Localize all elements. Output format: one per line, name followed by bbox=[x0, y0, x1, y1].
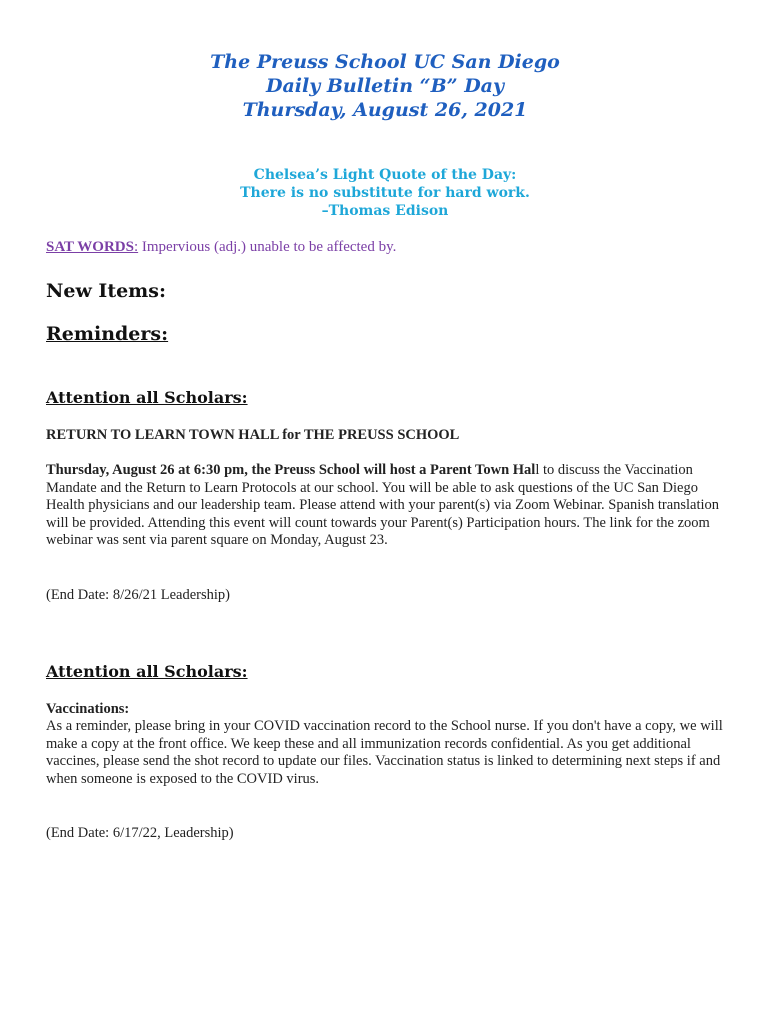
sat-words bbox=[46, 238, 396, 256]
sat-words-label: SAT WORDS bbox=[46, 239, 134, 255]
new-items-heading: New Items: bbox=[46, 280, 166, 302]
quote-author: –Thomas Edison bbox=[321, 203, 449, 219]
item1-body bbox=[46, 462, 736, 550]
quote-title: Chelsea’s Light Quote of the Day: bbox=[253, 167, 517, 183]
item2-body: As a reminder, please bring in your COVID vaccination record to the School nurse. If you don't have a copy, we will make a copy at the front office. We keep these and all immunization records confidential. As you get additional vaccines, please send the shot record to update our files. Vaccination status is linked to determining next steps if and when someone is exposed to the COVID virus. bbox=[46, 718, 723, 787]
sat-words-definition: Impervious (adj.) unable to be affected by. bbox=[138, 239, 397, 255]
school-name: The Preuss School UC San Diego bbox=[210, 51, 560, 73]
item2-end-date: (End Date: 6/17/22, Leadership) bbox=[46, 825, 234, 841]
bulletin-date: Thursday, August 26, 2021 bbox=[242, 99, 528, 121]
item1-body-text: l to discuss the Vaccination Mandate and the Return to Learn Protocols at our school. You will be able to ask questions of the UC San Diego Health physicians and our leadership team. Please attend with your parent(s) via Zoom Webinar. Spanish translation will be provided. Attending this event will count towards your Parent(s) Participation hours. The link for the zoom webinar was sent via parent square on Monday, August 23. bbox=[46, 462, 720, 549]
quote-text: There is no substitute for hard work. bbox=[240, 185, 530, 201]
item1-subheading: RETURN TO LEARN TOWN HALL for THE PREUSS SCHOOL bbox=[46, 427, 460, 443]
item2-subheading: Vaccinations: bbox=[46, 701, 130, 717]
quote-of-the-day bbox=[0, 166, 770, 220]
item1-lead: Thursday, August 26 at 6:30 pm, the Preuss School will host a Parent Town Hal bbox=[46, 462, 536, 478]
bulletin-header bbox=[0, 50, 770, 122]
item1-heading: Attention all Scholars: bbox=[46, 388, 248, 407]
item1-end-date: (End Date: 8/26/21 Leadership) bbox=[46, 587, 231, 603]
bulletin-title: Daily Bulletin “B” Day bbox=[265, 75, 505, 97]
item2-heading: Attention all Scholars: bbox=[46, 662, 248, 681]
sat-words-colon: : bbox=[133, 239, 139, 255]
reminders-heading: Reminders: bbox=[46, 323, 169, 345]
